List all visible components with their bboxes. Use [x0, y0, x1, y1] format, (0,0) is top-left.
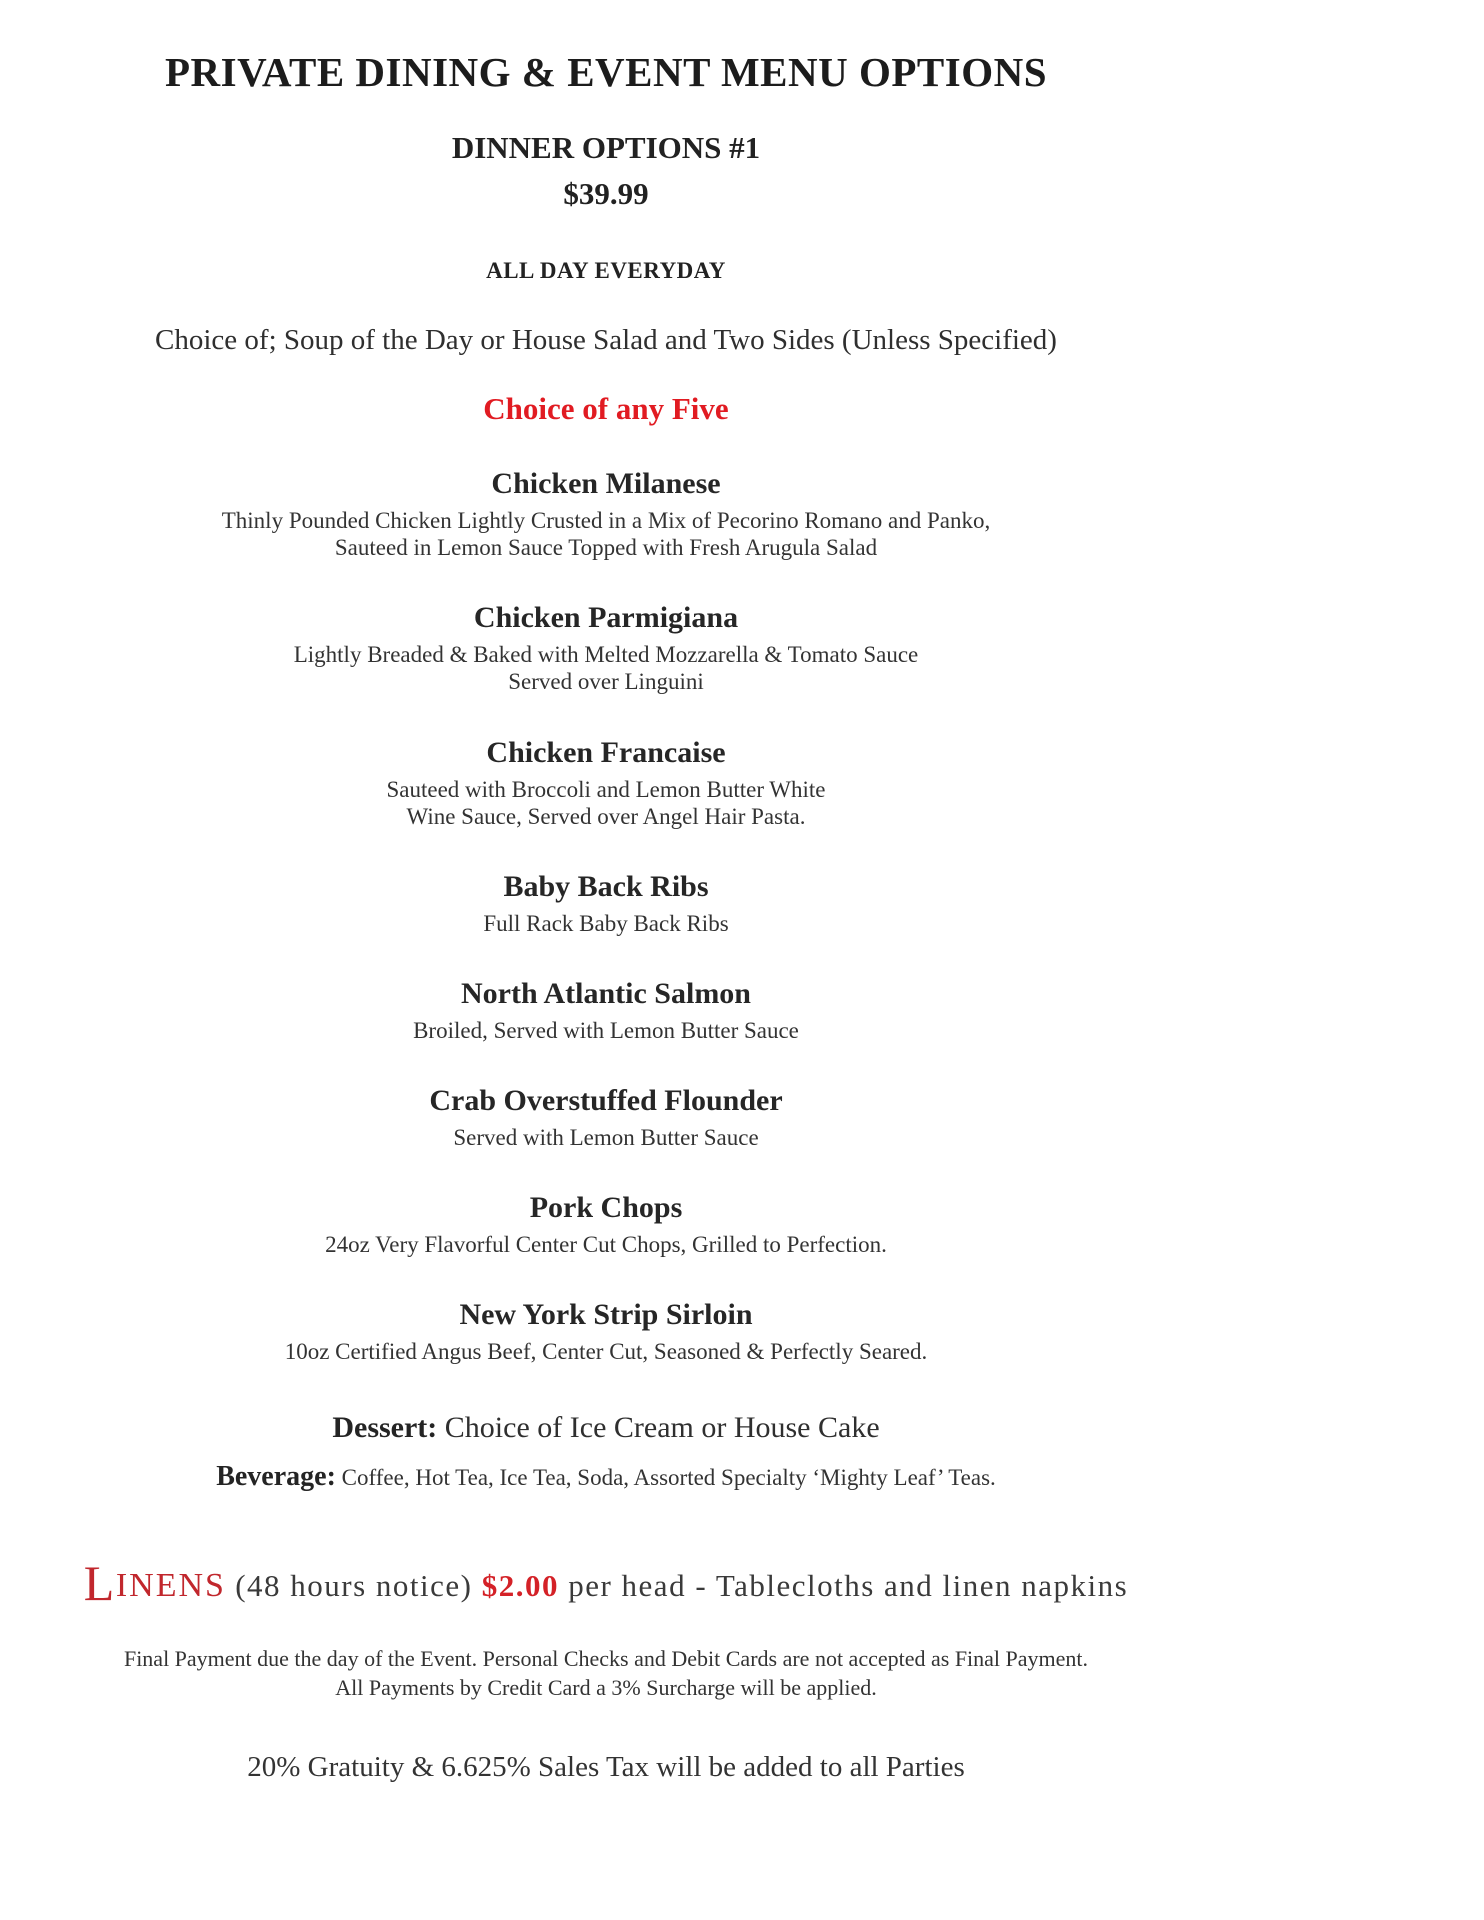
menu-item-description-line: Served over Linguini [508, 669, 704, 695]
linens-line [0, 1555, 1212, 1612]
menu-item-description-line: Sauteed in Lemon Sauce Topped with Fresh Arugula Salad [334, 535, 878, 561]
menu-item-description-line: Full Rack Baby Back Ribs [483, 910, 729, 936]
dessert-label: Dessert: [332, 1411, 438, 1445]
payment-note-line1: Final Payment due the day of the Event. Personal Checks and Debit Cards are not accepted as Final Payment. [123, 1646, 1089, 1672]
linens-initial: L [83, 1555, 116, 1612]
availability-note: ALL DAY EVERYDAY [486, 258, 726, 283]
menu-item-description-line: Served with Lemon Butter Sauce [453, 1125, 759, 1150]
menu-item-name: Chicken Milanese [491, 467, 721, 500]
menu-item-chicken-parmigiana [0, 601, 1212, 695]
menu-item-name: New York Strip Sirloin [459, 1298, 753, 1332]
menu-item-chicken-francaise [0, 736, 1212, 830]
linens-rest: per head - Tablecloths and linen napkins [558, 1568, 1129, 1604]
gratuity-note: 20% Gratuity & 6.625% Sales Tax will be added to all Parties [247, 1750, 965, 1783]
menu-item-name: Chicken Parmigiana [473, 601, 739, 635]
menu-item-name: Chicken Francaise [486, 735, 726, 769]
includes-line: Choice of; Soup of the Day or House Salad and Two Sides (Unless Specified) [155, 324, 1057, 356]
choice-note: Choice of any Five [483, 391, 729, 426]
menu-item-chicken-milanese [0, 467, 1212, 561]
menu-item-name: Crab Overstuffed Flounder [429, 1084, 783, 1117]
menu-item-description-line: 10oz Certified Angus Beef, Center Cut, Seasoned & Perfectly Seared. [284, 1339, 928, 1365]
beverage-label: Beverage: [216, 1461, 336, 1493]
dinner-options-heading: DINNER OPTIONS #1 [451, 130, 761, 165]
menu-item-name: North Atlantic Salmon [460, 976, 751, 1010]
payment-note [0, 1645, 1212, 1702]
payment-note-line2: All Payments by Credit Card a 3% Surcharge will be applied. [335, 1674, 877, 1700]
menu-item-name: Baby Back Ribs [503, 869, 709, 903]
menu-item-baby-back-ribs [0, 870, 1212, 937]
linens-word-rest: INENS [115, 1567, 226, 1605]
page-title: PRIVATE DINING & EVENT MENU OPTIONS [164, 49, 1048, 95]
menu-item-crab-overstuffed-flounder [0, 1084, 1212, 1151]
menu-price: $39.99 [563, 176, 649, 211]
linens-word [83, 1555, 226, 1612]
menu-item-description-line: Sauteed with Broccoli and Lemon Butter White [386, 776, 826, 802]
beverage-line [0, 1461, 1212, 1493]
menu-item-name: Pork Chops [529, 1191, 683, 1225]
menu-item-new-york-strip-sirloin [0, 1298, 1212, 1365]
menu-item-description-line: 24oz Very Flavorful Center Cut Chops, Grilled to Perfection. [325, 1232, 887, 1258]
menu-item-north-atlantic-salmon [0, 977, 1212, 1044]
beverage-text: Coffee, Hot Tea, Ice Tea, Soda, Assorted Specialty ‘Mighty Leaf’ Teas. [335, 1465, 996, 1491]
menu-item-description-line: Lightly Breaded & Baked with Melted Mozzarella & Tomato Sauce [293, 642, 919, 668]
menu-item-description-line: Thinly Pounded Chicken Lightly Crusted in a Mix of Pecorino Romano and Panko, [221, 508, 991, 533]
menu-item-description-line: Broiled, Served with Lemon Butter Sauce [413, 1017, 799, 1043]
menu-item-description-line: Wine Sauce, Served over Angel Hair Pasta. [406, 803, 806, 829]
linens-notice: (48 hours notice) [225, 1568, 482, 1604]
dessert-line [0, 1411, 1212, 1445]
menu-item-pork-chops [0, 1191, 1212, 1258]
linens-price: $2.00 [481, 1568, 559, 1604]
dessert-text: Choice of Ice Cream or House Cake [437, 1411, 880, 1445]
